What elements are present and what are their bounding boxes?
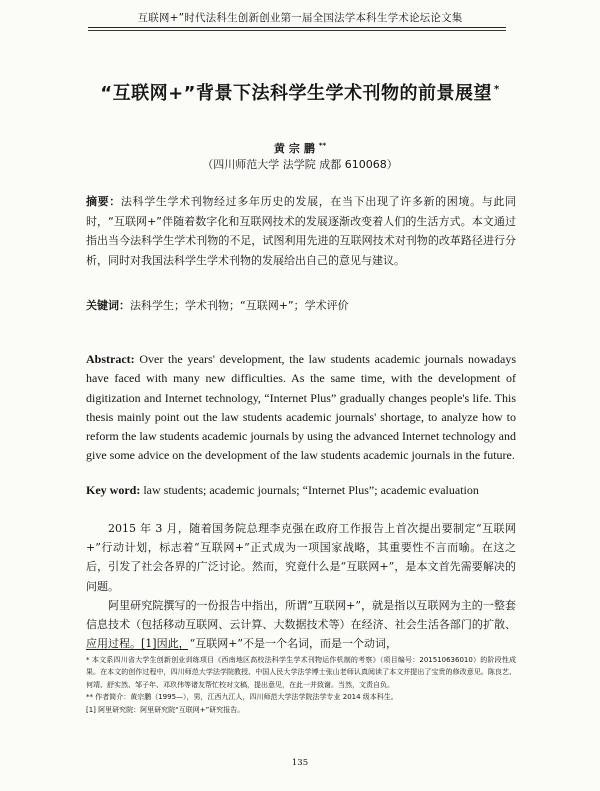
header-rule xyxy=(88,27,506,28)
title-text: “互联网+”背景下法科学生学术刊物的前景展望 xyxy=(100,83,492,104)
header-rule-thin xyxy=(88,30,506,31)
footnote-rule xyxy=(86,649,188,650)
footnotes xyxy=(86,654,516,716)
author-name: 黄宗鹏 xyxy=(273,142,319,155)
footnote: ** 作者简介：黄宗鹏（1995—），男，江西九江人，四川师范大学法学院法学专业 2014 级本科生。 xyxy=(86,693,398,702)
keywords-cn-text: 法科学生；学术刊物；“互联网+”；学术评价 xyxy=(130,299,349,312)
body-paragraph: 阿里研究院撰写的一份报告中指出，所谓“互联网+”，就是指以互联网为主的一整套信息技术（包括移动互联网、云计算、大数据技术等）在经济、社会生活各部门的扩散、应用过程。[1]因此，“互联网+”不是一个名词，而是一个动词， xyxy=(86,599,516,651)
keywords-cn-label: 关键词： xyxy=(86,299,130,312)
abstract-en-label: Abstract: xyxy=(86,352,135,366)
abstract-cn-text: 法科学生学术刊物经过多年历史的发展，在当下出现了许多新的困境。与此同时，“互联网+”伴随着数字化和互联网技术的发展逐渐改变着人们的生活方式。本文通过指出当今法科学生学术刊物的不足，试图利用先进的互联网技术对刊物的改革路径进行分析，同时对我国法科学生学术刊物的发展给出自己的意见与建议。 xyxy=(86,195,517,267)
running-header: 互联网+”时代法科生创新创业第一届全国法学本科生学术论坛论文集 xyxy=(137,12,463,24)
abstract-cn-label: 摘要： xyxy=(86,195,121,208)
author-footnote-mark: ** xyxy=(318,141,327,150)
keywords-en xyxy=(86,481,516,500)
title-footnote-mark: * xyxy=(494,84,500,95)
page-number: 135 xyxy=(291,758,309,768)
author-line xyxy=(100,140,500,156)
keywords-en-label: Key word: xyxy=(86,483,141,497)
paper-title xyxy=(60,79,540,105)
abstract-en xyxy=(86,350,516,466)
footnote: [1] 阿里研究院：阿里研究院“互联网+”研究报告。 xyxy=(86,705,245,714)
footnote: * 本文系四川省大学生创新创业训练项目《西南地区高校法科学生学术刊物运作机制的考察》（项目编号：201510636010）的阶段性成果。在本文的创作过程中，四川师范大学法学院教授、中国人民大学法学博士张山老师认真阅读了本文并提出了宝贵的修改意见。陈良艺、何靖、舒实然、邹子年、邓玖伟等诸友帮忙校对文稿，提出意见，在此一并致谢。当然，文责自负。 xyxy=(86,656,516,689)
body-paragraph: 2015 年 3 月，随着国务院总理李克强在政府工作报告上首次提出要制定“互联网+”行动计划，标志着“互联网+”正式成为一项国家战略，其重要性不言而喻。在这之后，引发了社会各界的广泛讨论。然而，究竟什么是“互联网+”，是本文首先需要解决的问题。 xyxy=(86,522,516,593)
abstract-cn xyxy=(86,192,516,270)
keywords-cn xyxy=(86,296,516,316)
keywords-en-text: law students; academic journals; “Internet Plus”; academic evaluation xyxy=(143,483,479,497)
affiliation: （四川师范大学 法学院 成都 610068） xyxy=(202,158,398,171)
abstract-en-text: Over the years' development, the law students academic journals nowadays have faced with many new difficulties. As the same time, with the development of digitization and Internet technology, “Internet Plus” gradually changes people's life. This thesis mainly point out the law students academic journals' shortage, to analyze how to reform the law students academic journals by using the advanced Internet technology and give some advice on the development of the law students academic journals in the future. xyxy=(86,352,516,463)
